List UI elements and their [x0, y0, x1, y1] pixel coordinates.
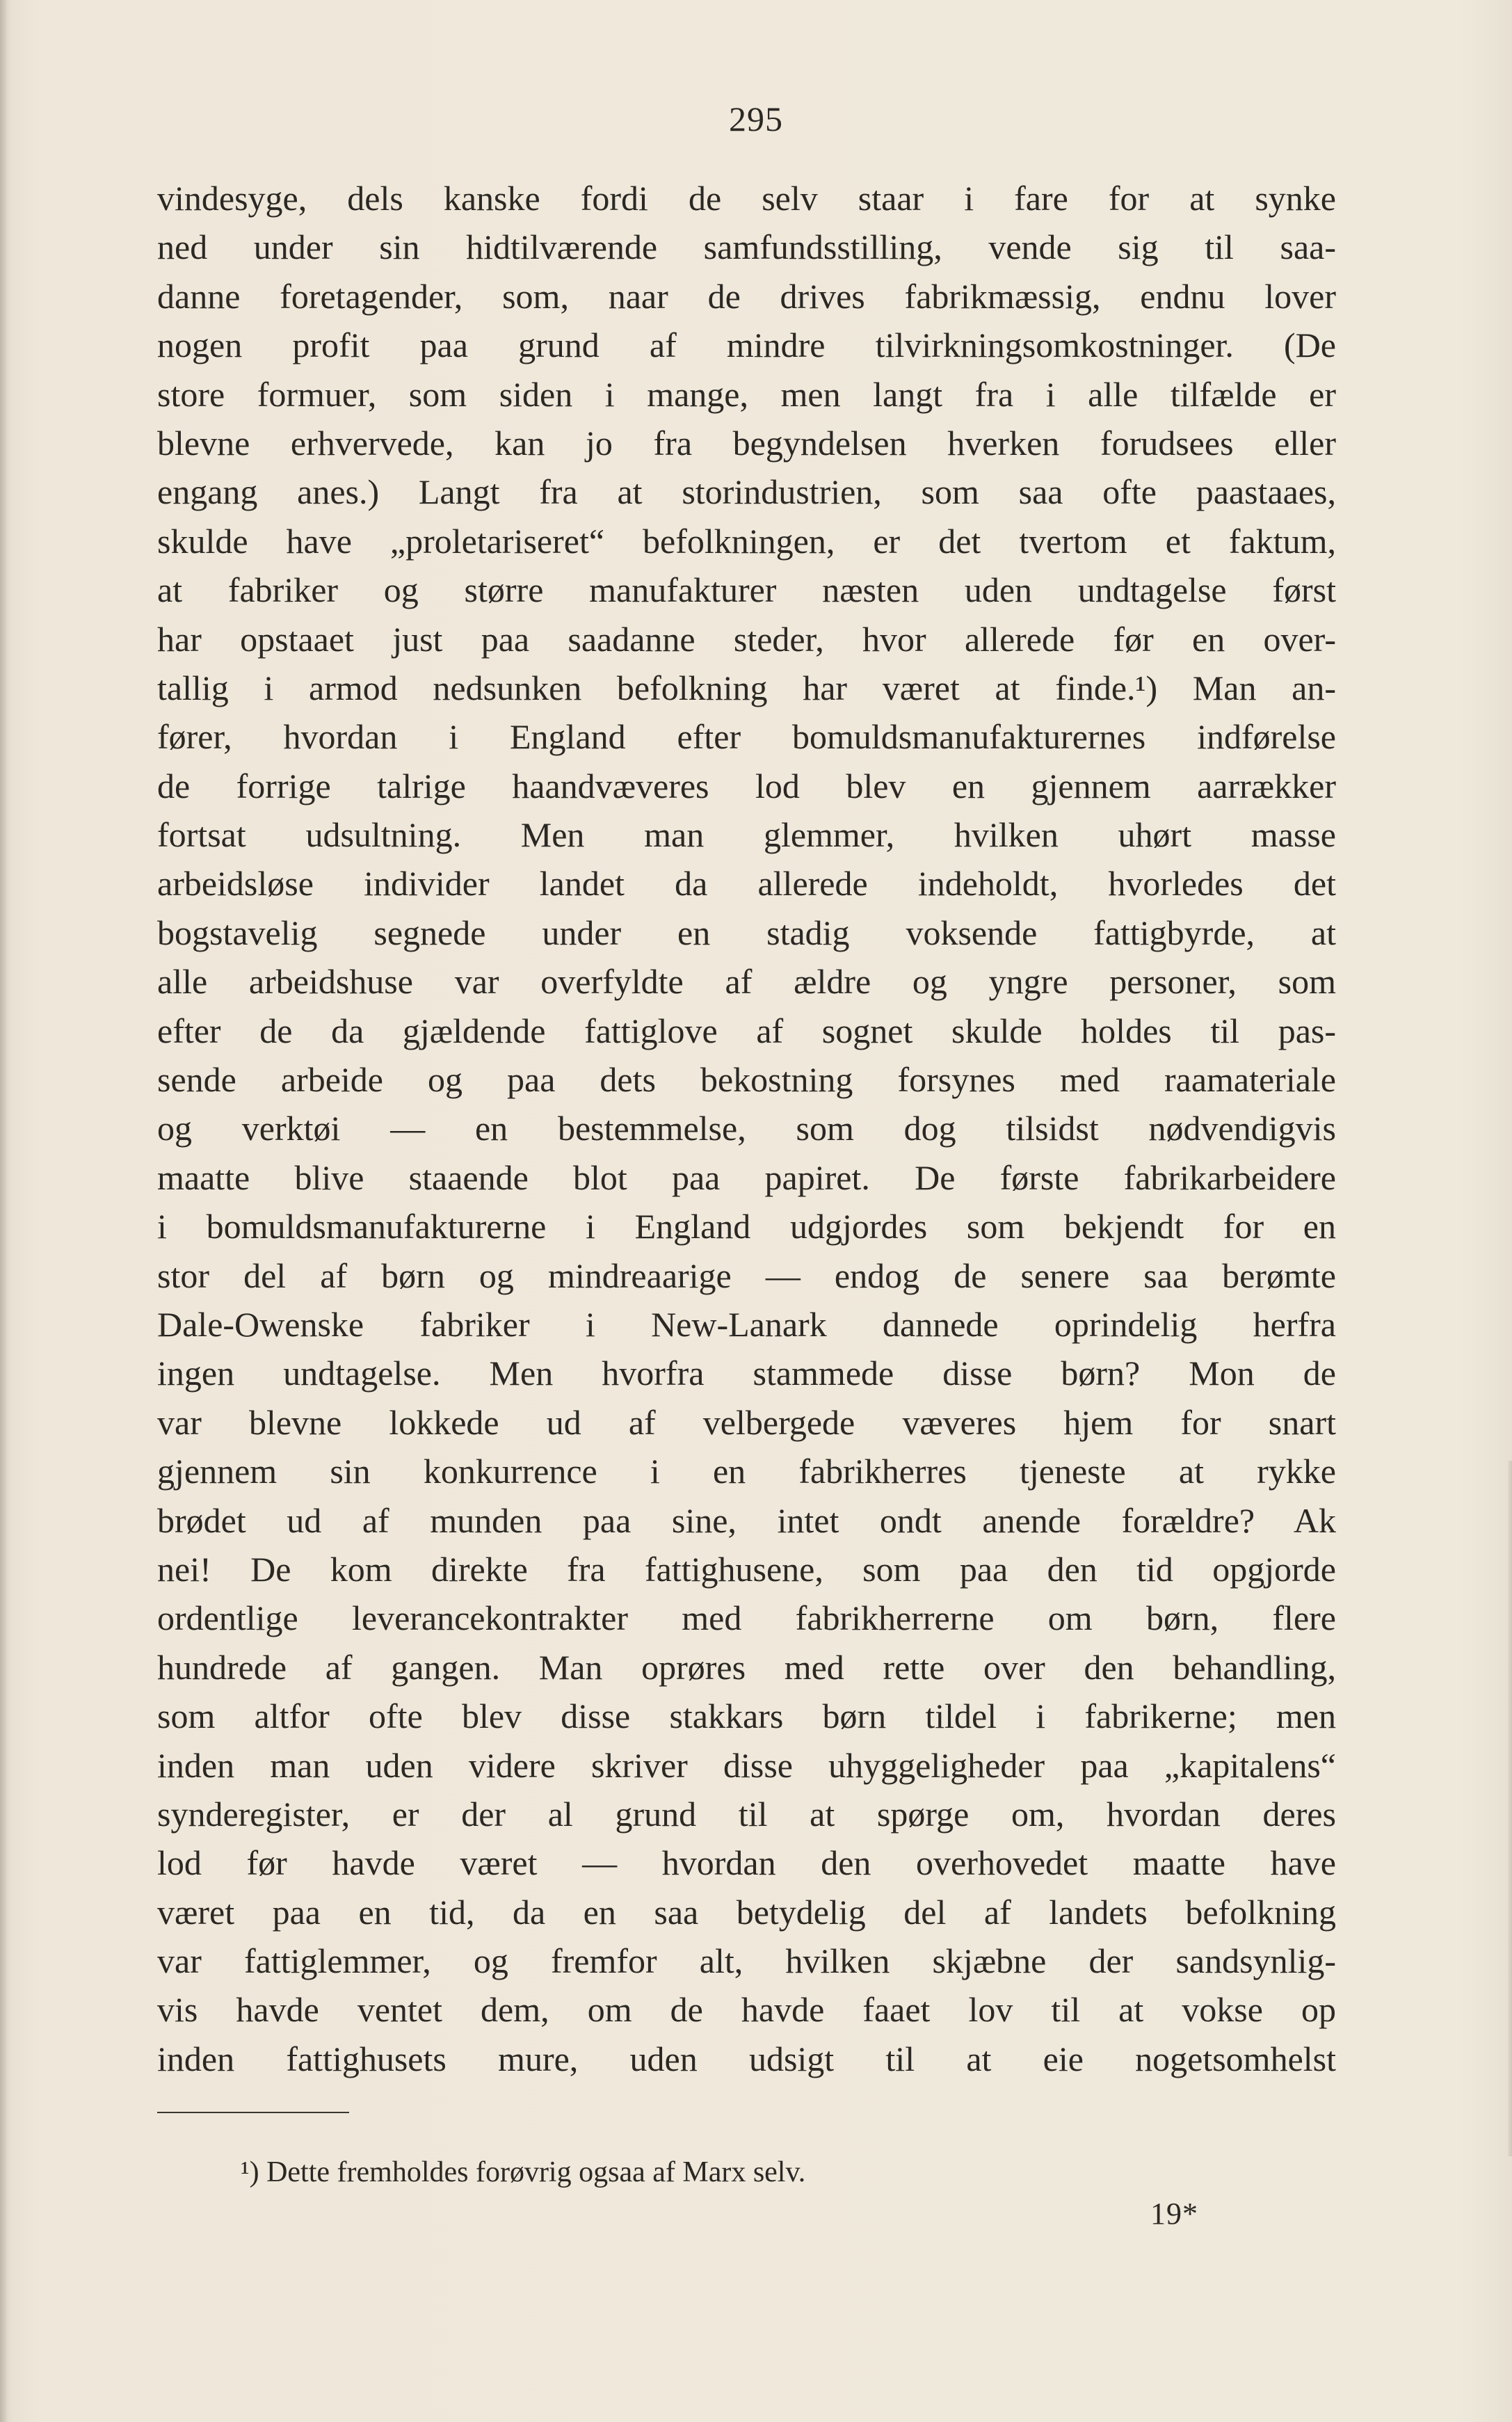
text-line: været paa en tid, da en saa betydelig del af landets befolkning: [157, 1892, 1336, 1932]
page-binding-edge: [0, 0, 7, 2422]
text-line: som altfor ofte blev disse stakkars børn tildel i fabrikerne; men: [157, 1697, 1336, 1736]
text-line: gjennem sin konkurrence i en fabrikherres tjeneste at rykke: [157, 1452, 1336, 1491]
text-line: var blevne lokkede ud af velbergede væveres hjem for snart: [157, 1402, 1336, 1442]
body-text: [157, 174, 1336, 2083]
text-line: synderegister, er der al grund til at spørge om, hvordan deres: [157, 1794, 1336, 1834]
text-line: skulde have „proletariseret“ befolkningen, er det tvertom et faktum,: [157, 521, 1336, 561]
text-line: inden man uden videre skriver disse uhyggeligheder paa „kapitalens“: [157, 1745, 1336, 1785]
text-line: hundrede af gangen. Man oprøres med rette over den behandling,: [157, 1647, 1336, 1687]
text-line: nogen profit paa grund af mindre tilvirkningsomkostninger. (De: [157, 326, 1336, 365]
printer-signature-mark: 19*: [1150, 2197, 1198, 2231]
footnote: ¹) Dette fremholdes forøvrig ogsaa af Marx selv.: [241, 2156, 806, 2188]
text-line: sende arbeide og paa dets bekostning forsynes med raamateriale: [157, 1060, 1336, 1100]
text-line: i bomuldsmanufakturerne i England udgjordes som bekjendt for en: [157, 1207, 1336, 1246]
text-line: nei! De kom direkte fra fattighusene, som paa den tid opgjorde: [157, 1549, 1336, 1589]
text-line: de forrige talrige haandvæveres lod blev en gjennem aarrækker: [157, 766, 1336, 805]
text-line: Dale-Owenske fabriker i New-Lanark dannede oprindelig herfra: [157, 1304, 1336, 1344]
text-line: ingen undtagelse. Men hvorfra stammede disse børn? Mon de: [157, 1354, 1336, 1393]
text-line: at fabriker og større manufakturer næsten uden undtagelse først: [157, 570, 1336, 610]
text-line: var fattiglemmer, og fremfor alt, hvilken skjæbne der sandsynlig-: [157, 1941, 1336, 1981]
text-line: vis havde ventet dem, om de havde faaet lov til at vokse op: [157, 1990, 1336, 2030]
text-line: tallig i armod nedsunken befolkning har været at finde.¹) Man an-: [157, 668, 1336, 707]
text-line: vindesyge, dels kanske fordi de selv staar i fare for at synke: [157, 179, 1336, 218]
text-line: bogstavelig segnede under en stadig voksende fattigbyrde, at: [157, 913, 1336, 952]
text-line: inden fattighusets mure, uden udsigt til at eie nogetsomhelst: [157, 2039, 1336, 2078]
footnote-divider: [157, 2112, 349, 2113]
text-line: alle arbeidshuse var overfyldte af ældre og yngre personer, som: [157, 962, 1336, 1002]
text-line: og verktøi — en bestemmelse, som dog tilsidst nødvendigvis: [157, 1109, 1336, 1148]
text-line: maatte blive staaende blot paa papiret. De første fabrikarbeidere: [157, 1157, 1336, 1197]
text-line: arbeidsløse individer landet da allerede indeholdt, hvorledes det: [157, 864, 1336, 904]
text-line: ordentlige leverancekontrakter med fabrikherrerne om børn, flere: [157, 1598, 1336, 1638]
text-line: blevne erhvervede, kan jo fra begyndelsen hverken forudsees eller: [157, 423, 1336, 463]
text-line: brødet ud af munden paa sine, intet ondt anende forældre? Ak: [157, 1500, 1336, 1540]
text-line: engang anes.) Langt fra at storindustrien, som saa ofte paastaaes,: [157, 472, 1336, 512]
text-line: store formuer, som siden i mange, men langt fra i alle tilfælde er: [157, 374, 1336, 414]
text-line: stor del af børn og mindreaarige — endog de senere saa berømte: [157, 1256, 1336, 1295]
text-line: har opstaaet just paa saadanne steder, hvor allerede før en over-: [157, 619, 1336, 659]
text-line: efter de da gjældende fattiglove af sognet skulde holdes til pas-: [157, 1011, 1336, 1050]
text-line: fortsat udsultning. Men man glemmer, hvilken uhørt masse: [157, 815, 1336, 855]
text-line: danne foretagender, som, naar de drives fabrikmæssig, endnu lover: [157, 276, 1336, 316]
text-line: ned under sin hidtilværende samfundsstilling, vende sig til saa-: [157, 227, 1336, 267]
text-line: fører, hvordan i England efter bomuldsmanufakturernes indførelse: [157, 717, 1336, 757]
page-number: 295: [729, 99, 783, 138]
text-line: lod før havde været — hvordan den overhovedet maatte have: [157, 1843, 1336, 1883]
page-right-edge: [1508, 1461, 1512, 2156]
